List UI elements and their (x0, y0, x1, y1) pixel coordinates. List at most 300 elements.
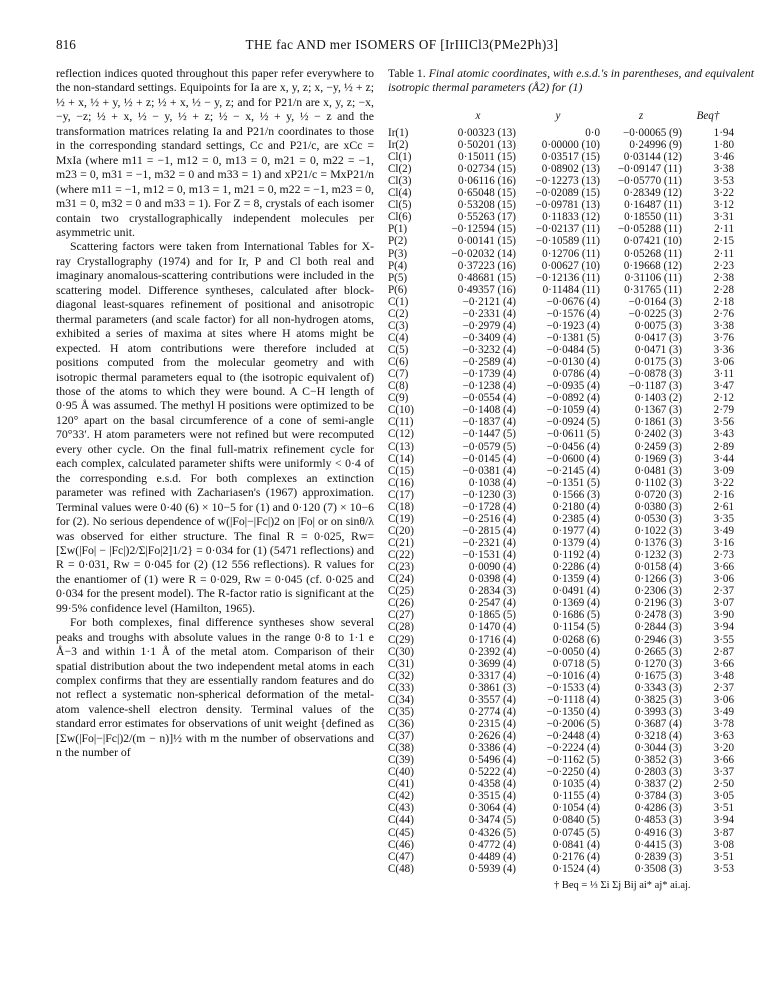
table-row (384, 597, 734, 609)
x-coordinate: 0·2547 (4) (468, 597, 516, 610)
table-row (384, 525, 734, 537)
table-row (384, 235, 734, 247)
beq-value: 2·89 (713, 440, 734, 453)
atom-label: C(6) (388, 356, 409, 369)
z-coordinate: 0·3993 (3) (634, 705, 682, 718)
atom-label: C(4) (388, 331, 409, 344)
beq-value: 3·12 (713, 199, 734, 212)
x-coordinate: −0·12594 (15) (451, 223, 516, 236)
x-coordinate: 0·49357 (16) (457, 283, 516, 296)
x-coordinate: −0·1408 (4) (462, 404, 516, 417)
beq-value: 2·18 (713, 295, 734, 308)
beq-value: 3·66 (713, 754, 734, 767)
z-coordinate: 0·31765 (11) (624, 283, 682, 296)
atom-label: C(13) (388, 440, 414, 453)
table-row (384, 211, 734, 223)
y-coordinate: 0·1686 (5) (552, 609, 600, 622)
y-coordinate: 0·0268 (6) (552, 633, 600, 646)
y-coordinate: 0·0491 (4) (552, 585, 600, 598)
z-coordinate: −0·05770 (11) (617, 175, 682, 188)
atom-label: P(6) (388, 283, 408, 296)
atom-label: Cl(6) (388, 211, 412, 224)
beq-value: 3·44 (713, 452, 734, 465)
beq-value: 3·51 (713, 850, 734, 863)
table-row (384, 718, 734, 730)
z-coordinate: 0·0158 (4) (634, 561, 682, 574)
y-coordinate: 0·00000 (10) (541, 138, 600, 151)
beq-value: 3·55 (713, 633, 734, 646)
table-header-row (384, 109, 734, 127)
z-coordinate: 0·0720 (3) (634, 488, 682, 501)
beq-value: 1·94 (713, 126, 734, 139)
x-coordinate: 0·65048 (15) (457, 187, 516, 200)
x-coordinate: 0·00323 (13) (457, 126, 516, 139)
atom-label: C(8) (388, 380, 409, 393)
atom-label: C(42) (388, 790, 414, 803)
z-coordinate: 0·07421 (10) (623, 235, 682, 248)
beq-value: 3·05 (713, 790, 734, 803)
x-coordinate: 0·5496 (4) (468, 754, 516, 767)
atom-label: C(12) (388, 428, 414, 441)
z-coordinate: −0·0225 (3) (628, 307, 682, 320)
atom-label: C(34) (388, 693, 414, 706)
beq-value: 3·49 (713, 705, 734, 718)
table-row (384, 573, 734, 585)
atom-label: C(2) (388, 307, 409, 320)
z-coordinate: 0·0481 (3) (634, 464, 682, 477)
atom-label: C(7) (388, 368, 409, 381)
y-coordinate: −0·1351 (5) (546, 476, 600, 489)
x-coordinate: −0·1230 (3) (462, 488, 516, 501)
x-coordinate: 0·3317 (4) (468, 669, 516, 682)
table-row (384, 742, 734, 754)
atom-label: C(15) (388, 464, 414, 477)
table-row (384, 187, 734, 199)
x-coordinate: 0·55263 (17) (457, 211, 516, 224)
x-coordinate: 0·3515 (4) (468, 790, 516, 803)
x-coordinate: 0·48681 (15) (457, 271, 516, 284)
table-row (384, 127, 734, 139)
atom-label: C(14) (388, 452, 414, 465)
atom-label: C(41) (388, 778, 414, 791)
beq-value: 2·37 (713, 681, 734, 694)
x-coordinate: −0·3232 (4) (462, 344, 516, 357)
z-coordinate: 0·1266 (3) (634, 573, 682, 586)
x-coordinate: 0·0090 (4) (468, 561, 516, 574)
z-coordinate: 0·0530 (3) (634, 512, 682, 525)
table-row (384, 790, 734, 802)
z-coordinate: 0·3044 (3) (634, 742, 682, 755)
beq-value: 3·90 (713, 609, 734, 622)
column-header-z: z (638, 109, 644, 122)
z-coordinate: 0·2803 (3) (634, 766, 682, 779)
beq-value: 2·28 (713, 283, 734, 296)
x-coordinate: −0·1739 (4) (462, 368, 516, 381)
beq-value: 2·37 (713, 585, 734, 598)
y-coordinate: 0·0745 (5) (552, 826, 600, 839)
z-coordinate: 0·3218 (4) (634, 730, 682, 743)
atom-label: C(23) (388, 561, 414, 574)
atom-label: C(20) (388, 524, 414, 537)
z-coordinate: 0·3343 (3) (634, 681, 682, 694)
x-coordinate: 0·5222 (4) (468, 766, 516, 779)
table-row (384, 851, 734, 863)
y-coordinate: 0·2180 (4) (552, 500, 600, 513)
z-coordinate: 0·0175 (3) (634, 356, 682, 369)
x-coordinate: 0·02734 (15) (457, 163, 516, 176)
beq-value: 3·07 (713, 597, 734, 610)
z-coordinate: 0·1969 (3) (634, 452, 682, 465)
z-coordinate: 0·1232 (3) (634, 549, 682, 562)
z-coordinate: 0·1022 (3) (634, 524, 682, 537)
x-coordinate: 0·53208 (15) (457, 199, 516, 212)
atom-label: C(21) (388, 537, 414, 550)
table-row (384, 308, 734, 320)
y-coordinate: −0·2006 (5) (546, 717, 600, 730)
y-coordinate: −0·10589 (11) (535, 235, 600, 248)
z-coordinate: 0·31106 (11) (624, 271, 682, 284)
page-number: 816 (56, 37, 76, 52)
y-coordinate: −0·2448 (4) (546, 730, 600, 743)
z-coordinate: 0·2839 (3) (634, 850, 682, 863)
x-coordinate: 0·4358 (4) (468, 778, 516, 791)
atom-label: C(25) (388, 585, 414, 598)
paragraph-equipoints: reflection indices quoted throughout this paper refer everywhere to the non-standard settings. Equipoints for Ia are x, y, z; x, −y, ½ + z; ½ + x, ½ + y, ½ + z; ½ + x, ½ − y, z; and for P21/n are x, y, z; −x, −y, −z; ½ + x, ½ − y, ½ + z; ½ − x, ½ + y, ½ − z and the transformation matrices relating Ia and P21/n coordinates to those in the corresponding standard settings, Cc and P21/c, are xCc = MxIa (where m11 = −1, m12 = 0, m13 = 0, m21 = 0, m22 = −1, m23 = 0, m31 = −1, m32 = 0 and m33 = 1) and xP21/c = MxP21/n (where m11 = −1, m12 = 0, m13 = 1, m21 = 0, m22 = −1, m23 = 0, m31 = 0, m32 = 0 and m33 = 1). For Z = 8, crystals of each isomer contain two crystallographically independent molecules per asymmetric unit. (56, 67, 374, 239)
atom-label: C(22) (388, 549, 414, 562)
y-coordinate: 0·0 (585, 126, 600, 139)
z-coordinate: 0·1367 (3) (634, 404, 682, 417)
table-row (384, 802, 734, 814)
x-coordinate: 0·3064 (4) (468, 802, 516, 815)
table-row (384, 561, 734, 573)
x-coordinate: −0·1728 (4) (462, 500, 516, 513)
table-row (384, 477, 734, 489)
beq-value: 3·53 (713, 175, 734, 188)
atom-label: C(32) (388, 669, 414, 682)
x-coordinate: 0·4326 (5) (468, 826, 516, 839)
y-coordinate: 0·1977 (4) (552, 524, 600, 537)
z-coordinate: 0·3687 (4) (634, 717, 682, 730)
atom-label: Cl(5) (388, 199, 412, 212)
atom-label: C(18) (388, 500, 414, 513)
table-row (384, 465, 734, 477)
table-row (384, 682, 734, 694)
table-row (384, 428, 734, 440)
table-footnote: † Beq = ⅓ Σi Σj Bij ai* aj* ai.aj. (554, 879, 691, 891)
x-coordinate: 0·3386 (4) (468, 742, 516, 755)
z-coordinate: 0·1270 (3) (634, 657, 682, 670)
table-row (384, 344, 734, 356)
z-coordinate: 0·2478 (3) (634, 609, 682, 622)
z-coordinate: 0·2844 (3) (634, 621, 682, 634)
x-coordinate: −0·0579 (5) (462, 440, 516, 453)
x-coordinate: −0·2979 (4) (462, 319, 516, 332)
beq-value: 2·16 (713, 488, 734, 501)
y-coordinate: −0·0600 (4) (546, 452, 600, 465)
table-row (384, 778, 734, 790)
x-coordinate: 0·3474 (5) (468, 814, 516, 827)
table-row (384, 284, 734, 296)
z-coordinate: 0·1376 (3) (634, 537, 682, 550)
z-coordinate: 0·3852 (3) (634, 754, 682, 767)
z-coordinate: 0·18550 (11) (624, 211, 682, 224)
y-coordinate: −0·1576 (4) (546, 307, 600, 320)
y-coordinate: −0·09781 (13) (535, 199, 600, 212)
x-coordinate: 0·15011 (15) (458, 151, 516, 164)
z-coordinate: 0·2665 (3) (634, 645, 682, 658)
atom-label: C(1) (388, 295, 409, 308)
table-row (384, 392, 734, 404)
z-coordinate: 0·4286 (3) (634, 802, 682, 815)
table-row (384, 658, 734, 670)
y-coordinate: 0·1035 (4) (552, 778, 600, 791)
x-coordinate: −0·2516 (4) (462, 512, 516, 525)
y-coordinate: −0·1016 (4) (546, 669, 600, 682)
atom-label: C(44) (388, 814, 414, 827)
beq-value: 3·06 (713, 573, 734, 586)
y-coordinate: −0·02089 (15) (535, 187, 600, 200)
y-coordinate: −0·1533 (4) (546, 681, 600, 694)
table-row (384, 453, 734, 465)
z-coordinate: 0·1861 (3) (634, 416, 682, 429)
table-row (384, 513, 734, 525)
table-row (384, 404, 734, 416)
atom-label: P(1) (388, 223, 408, 236)
y-coordinate: −0·0676 (4) (546, 295, 600, 308)
z-coordinate: 0·0471 (3) (634, 344, 682, 357)
z-coordinate: 0·2946 (3) (634, 633, 682, 646)
beq-value: 3·66 (713, 561, 734, 574)
table-row (384, 754, 734, 766)
atom-label: C(48) (388, 862, 414, 875)
atom-label: C(30) (388, 645, 414, 658)
atom-label: C(19) (388, 512, 414, 525)
beq-value: 3·51 (713, 802, 734, 815)
atom-label: C(31) (388, 657, 414, 670)
y-coordinate: 0·1359 (4) (552, 573, 600, 586)
atom-label: C(39) (388, 754, 414, 767)
table-caption (388, 67, 754, 96)
x-coordinate: 0·5939 (4) (468, 862, 516, 875)
z-coordinate: 0·28349 (12) (623, 187, 682, 200)
z-coordinate: −0·0164 (3) (628, 295, 682, 308)
beq-value: 3·16 (713, 537, 734, 550)
beq-value: 3·09 (713, 464, 734, 477)
beq-value: 3·43 (713, 428, 734, 441)
x-coordinate: −0·2321 (4) (462, 537, 516, 550)
y-coordinate: 0·08902 (13) (541, 163, 600, 176)
atom-label: Ir(1) (388, 126, 409, 139)
y-coordinate: −0·0130 (4) (546, 356, 600, 369)
atom-label: C(16) (388, 476, 414, 489)
beq-value: 1·80 (713, 138, 734, 151)
atom-label: C(10) (388, 404, 414, 417)
beq-value: 2·15 (713, 235, 734, 248)
x-coordinate: 0·2626 (4) (468, 730, 516, 743)
y-coordinate: 0·03517 (15) (541, 151, 600, 164)
atom-label: C(5) (388, 344, 409, 357)
x-coordinate: −0·1238 (4) (462, 380, 516, 393)
table-row (384, 489, 734, 501)
z-coordinate: 0·4415 (3) (634, 838, 682, 851)
z-coordinate: 0·2306 (3) (634, 585, 682, 598)
x-coordinate: 0·1038 (4) (468, 476, 516, 489)
atom-label: C(28) (388, 621, 414, 634)
beq-value: 3·47 (713, 380, 734, 393)
y-coordinate: 0·11833 (12) (542, 211, 600, 224)
beq-value: 2·79 (713, 404, 734, 417)
atom-label: C(11) (388, 416, 414, 429)
y-coordinate: 0·1369 (4) (552, 597, 600, 610)
beq-value: 3·49 (713, 524, 734, 537)
beq-value: 3·87 (713, 826, 734, 839)
x-coordinate: 0·2392 (4) (468, 645, 516, 658)
column-header-x: x (475, 109, 481, 122)
beq-value: 2·61 (713, 500, 734, 513)
z-coordinate: 0·1102 (3) (635, 476, 682, 489)
table-row (384, 501, 734, 513)
left-text-column (56, 67, 374, 761)
beq-value: 3·08 (713, 838, 734, 851)
z-coordinate: 0·1403 (2) (634, 392, 682, 405)
y-coordinate: −0·0484 (5) (546, 344, 600, 357)
z-coordinate: 0·16487 (11) (624, 199, 682, 212)
atom-label: C(45) (388, 826, 414, 839)
table-row (384, 368, 734, 380)
y-coordinate: −0·1059 (4) (546, 404, 600, 417)
table-row (384, 730, 734, 742)
z-coordinate: 0·0417 (3) (634, 331, 682, 344)
atom-label: P(4) (388, 259, 408, 272)
x-coordinate: −0·1447 (5) (462, 428, 516, 441)
atom-label: Cl(4) (388, 187, 412, 200)
y-coordinate: −0·0456 (4) (546, 440, 600, 453)
table-row (384, 139, 734, 151)
x-coordinate: −0·1531 (4) (462, 549, 516, 562)
table-row (384, 827, 734, 839)
table-caption-text: Final atomic coordinates, with e.s.d.'s in parentheses, and equivalent isotropic thermal parameters (Å2) for (1) (388, 67, 754, 95)
table-row (384, 296, 734, 308)
y-coordinate: 0·00627 (10) (541, 259, 600, 272)
x-coordinate: −0·2589 (4) (462, 356, 516, 369)
y-coordinate: 0·0718 (5) (552, 657, 600, 670)
table-row (384, 223, 734, 235)
y-coordinate: 0·1379 (4) (552, 537, 600, 550)
beq-value: 2·12 (713, 392, 734, 405)
table-row (384, 646, 734, 658)
x-coordinate: 0·2774 (4) (468, 705, 516, 718)
beq-value: 3·78 (713, 717, 734, 730)
beq-value: 3·06 (713, 693, 734, 706)
x-coordinate: 0·1865 (5) (468, 609, 516, 622)
beq-value: 3·38 (713, 163, 734, 176)
z-coordinate: 0·2402 (3) (634, 428, 682, 441)
z-coordinate: 0·4916 (3) (634, 826, 682, 839)
x-coordinate: −0·2815 (4) (462, 524, 516, 537)
beq-value: 3·63 (713, 730, 734, 743)
z-coordinate: −0·09147 (11) (617, 163, 682, 176)
table-row (384, 356, 734, 368)
running-title: THE fac AND mer ISOMERS OF [IrIIICl3(PMe2Ph)3] (245, 37, 559, 52)
x-coordinate: 0·2315 (4) (468, 717, 516, 730)
atom-label: P(5) (388, 271, 408, 284)
beq-value: 3·53 (713, 862, 734, 875)
beq-value: 3·36 (713, 344, 734, 357)
y-coordinate: −0·0924 (5) (546, 416, 600, 429)
atom-label: C(47) (388, 850, 414, 863)
y-coordinate: −0·1923 (4) (546, 319, 600, 332)
table-row (384, 670, 734, 682)
beq-value: 3·31 (713, 211, 734, 224)
table-row (384, 814, 734, 826)
table-row (384, 175, 734, 187)
x-coordinate: −0·3409 (4) (462, 331, 516, 344)
table-row (384, 260, 734, 272)
beq-value: 2·11 (714, 247, 734, 260)
y-coordinate: 0·1054 (4) (552, 802, 600, 815)
y-coordinate: 0·1155 (4) (553, 790, 600, 803)
table-row (384, 416, 734, 428)
beq-value: 2·23 (713, 259, 734, 272)
x-coordinate: −0·2331 (4) (462, 307, 516, 320)
table-row (384, 634, 734, 646)
y-coordinate: 0·2176 (4) (552, 850, 600, 863)
beq-value: 3·48 (713, 669, 734, 682)
y-coordinate: −0·12136 (11) (535, 271, 600, 284)
z-coordinate: 0·1675 (3) (634, 669, 682, 682)
y-coordinate: 0·0786 (4) (552, 368, 600, 381)
beq-value: 3·56 (713, 416, 734, 429)
beq-value: 3·22 (713, 476, 734, 489)
table-body (384, 127, 734, 875)
y-coordinate: −0·12273 (13) (535, 175, 600, 188)
atom-label: P(2) (388, 235, 408, 248)
x-coordinate: 0·4489 (4) (468, 850, 516, 863)
beq-value: 2·76 (713, 307, 734, 320)
atom-label: C(36) (388, 717, 414, 730)
y-coordinate: −0·0611 (5) (547, 428, 600, 441)
z-coordinate: −0·1187 (3) (629, 380, 682, 393)
x-coordinate: −0·0145 (4) (462, 452, 516, 465)
beq-value: 3·20 (713, 742, 734, 755)
atom-label: Cl(2) (388, 163, 412, 176)
z-coordinate: 0·19668 (12) (623, 259, 682, 272)
x-coordinate: −0·0554 (4) (462, 392, 516, 405)
atom-label: C(46) (388, 838, 414, 851)
table-row (384, 272, 734, 284)
x-coordinate: 0·50201 (13) (457, 138, 516, 151)
y-coordinate: −0·2224 (4) (546, 742, 600, 755)
x-coordinate: 0·3699 (4) (468, 657, 516, 670)
z-coordinate: 0·2196 (3) (634, 597, 682, 610)
z-coordinate: 0·24996 (9) (629, 138, 682, 151)
atom-label: Ir(2) (388, 138, 409, 151)
table-label: Table 1. (388, 67, 426, 80)
atom-label: Cl(1) (388, 151, 412, 164)
y-coordinate: 0·1192 (4) (553, 549, 600, 562)
beq-value: 3·94 (713, 814, 734, 827)
x-coordinate: −0·1837 (4) (462, 416, 516, 429)
atom-label: C(17) (388, 488, 414, 501)
beq-value: 3·46 (713, 151, 734, 164)
atom-label: C(40) (388, 766, 414, 779)
x-coordinate: −0·2121 (4) (462, 295, 516, 308)
beq-value: 2·73 (713, 549, 734, 562)
z-coordinate: −0·00065 (9) (623, 126, 682, 139)
beq-value: 3·11 (714, 368, 734, 381)
atom-label: C(29) (388, 633, 414, 646)
y-coordinate: −0·1381 (5) (546, 331, 600, 344)
